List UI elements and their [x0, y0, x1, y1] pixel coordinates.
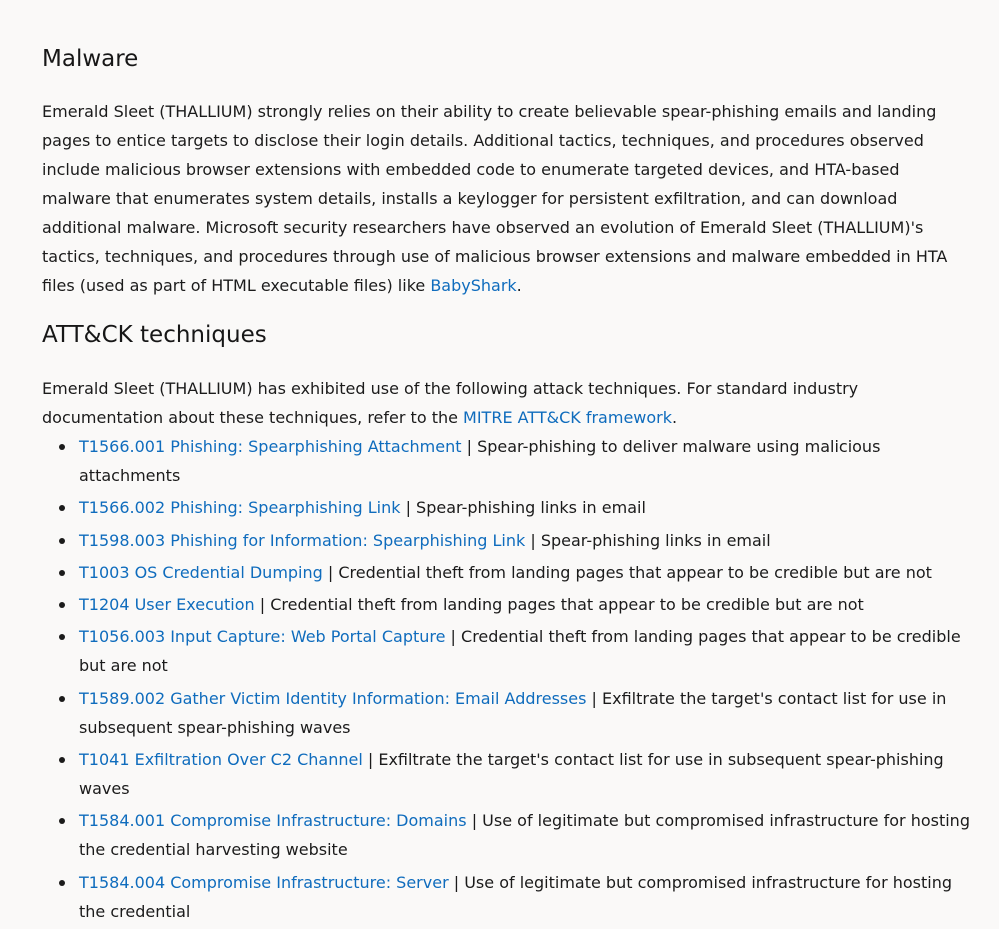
technique-link[interactable]: T1003 OS Credential Dumping — [79, 562, 323, 582]
bullet-icon — [59, 444, 65, 450]
technique-description: | Credential theft from landing pages that appear to be credible but are not — [322, 562, 932, 582]
mitre-attack-framework-link[interactable]: MITRE ATT&CK framework — [463, 408, 672, 427]
technique-description: | Credential theft from landing pages that appear to be credible but are not — [79, 627, 961, 676]
technique-item — [79, 493, 972, 522]
bullet-icon — [59, 602, 65, 608]
technique-description: | Credential theft from landing pages that appear to be credible but are not — [254, 595, 864, 615]
technique-link[interactable]: T1041 Exfiltration Over C2 Channel — [79, 750, 363, 770]
attack-techniques-heading: ATT&CK techniques — [42, 322, 267, 348]
malware-text: Emerald Sleet (THALLIUM) strongly relies on their ability to create believable spear-phishing emails and landing pages to entice targets to disclose their login details. Additional tactics, techniques, and procedures observed include malicious browser extensions with embedded code to enumerate targeted devices, and HTA-based malware that enumerates system details, installs a keylogger for persistent exfiltration, and can download additional malware. Microsoft security researchers have observed an evolution of Emerald Sleet (THALLIUM)'s tactics, techniques, and procedures through use of malicious browser extensions and malware embedded in HTA files (used as part of HTML executable files) like — [42, 102, 948, 295]
bullet-icon — [59, 696, 65, 702]
attack-intro-text-end: . — [672, 408, 678, 427]
technique-item — [79, 684, 972, 742]
technique-item — [79, 868, 972, 926]
techniques-list — [42, 432, 972, 929]
technique-description: | Spear-phishing to deliver malware using malicious attachments — [79, 437, 881, 485]
bullet-icon — [59, 880, 65, 886]
attack-intro-paragraph — [42, 374, 972, 432]
malware-paragraph — [42, 97, 972, 300]
technique-description: | Exfiltrate the target's contact list for use in subsequent spear-phishing waves — [79, 750, 944, 799]
technique-description: | Exfiltrate the target's contact list for use in subsequent spear-phishing waves — [79, 688, 947, 737]
babyshark-link[interactable]: BabyShark — [430, 276, 517, 295]
technique-description: | Use of legitimate but compromised infrastructure for hosting the credential harvesting website — [79, 811, 970, 860]
technique-link[interactable]: T1584.004 Compromise Infrastructure: Server — [79, 872, 449, 892]
technique-item — [79, 432, 972, 490]
technique-link[interactable]: T1056.003 Input Capture: Web Portal Capture — [79, 627, 446, 647]
bullet-icon — [59, 634, 65, 640]
technique-link[interactable]: T1566.001 Phishing: Spearphishing Attachment — [79, 437, 462, 456]
malware-heading: Malware — [42, 46, 139, 72]
technique-description: | Spear-phishing links in email — [525, 530, 771, 550]
technique-item — [79, 806, 972, 864]
technique-link[interactable]: T1204 User Execution — [79, 595, 255, 615]
bullet-icon — [59, 505, 65, 511]
technique-link[interactable]: T1598.003 Phishing for Information: Spearphishing Link — [79, 530, 526, 550]
bullet-icon — [59, 570, 65, 576]
technique-item — [79, 558, 972, 587]
attack-intro-text: Emerald Sleet (THALLIUM) has exhibited use of the following attack techniques. For standard industry documentation about these techniques, refer to the — [42, 379, 859, 427]
bullet-icon — [59, 757, 65, 763]
technique-item — [79, 745, 972, 803]
technique-link[interactable]: T1566.002 Phishing: Spearphishing Link — [79, 498, 401, 518]
technique-description: | Spear-phishing links in email — [400, 498, 646, 518]
technique-item — [79, 590, 972, 619]
technique-link[interactable]: T1589.002 Gather Victim Identity Information: Email Addresses — [79, 688, 587, 708]
technique-link[interactable]: T1584.001 Compromise Infrastructure: Domains — [79, 811, 467, 831]
bullet-icon — [59, 818, 65, 824]
bullet-icon — [59, 538, 65, 544]
malware-text-end: . — [516, 276, 522, 295]
technique-item — [79, 622, 972, 680]
technique-description: | Use of legitimate but compromised infrastructure for hosting the credential — [79, 872, 953, 921]
technique-item — [79, 526, 972, 555]
